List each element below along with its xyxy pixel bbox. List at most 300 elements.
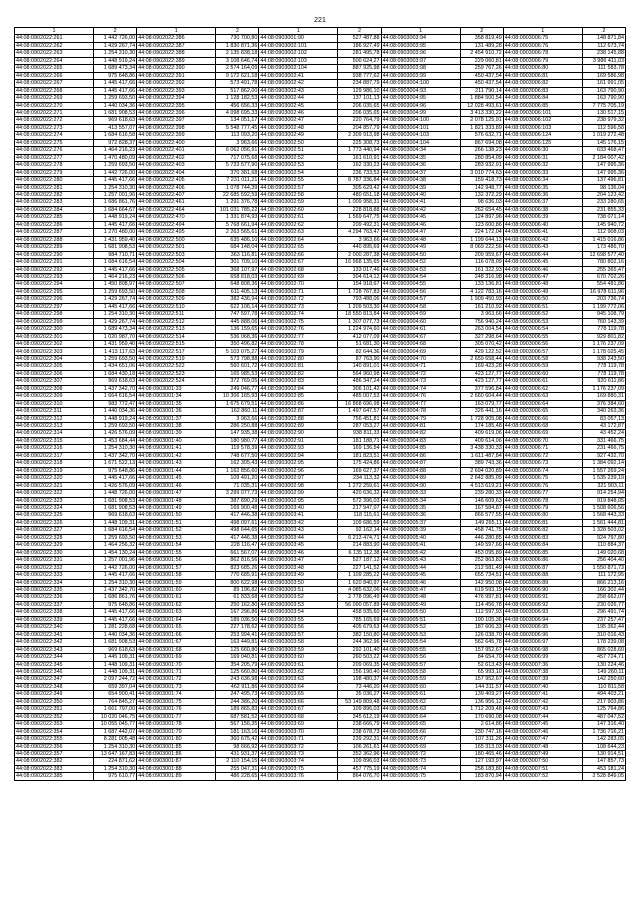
cadastral-number-cell: 44:08:0903006:83 — [503, 534, 582, 541]
cadastral-value-cell: 1 821 333,89 — [460, 124, 503, 131]
cadastral-value-cell: 180 465,46 — [460, 750, 503, 757]
cadastral-value-cell: 785 165,69 — [338, 616, 381, 623]
cadastral-value-cell: 1 454 130,24 — [94, 549, 137, 556]
cadastral-number-cell: 44:08:0903002:66 — [259, 251, 338, 258]
cadastral-value-cell: 3 108 646,74 — [216, 57, 259, 64]
cadastral-value-cell: 780 802,16 — [582, 259, 625, 266]
cadastral-number-cell: 44:08:0903004:101 — [381, 124, 460, 131]
cadastral-number-cell: 44:08:0902022:283 — [15, 199, 94, 206]
cadastral-value-cell: 1 257 001,96 — [94, 557, 137, 564]
cadastral-number-cell: 44:08:0902022:399 — [137, 132, 216, 139]
table-row — [15, 303, 626, 310]
cadastral-number-cell: 44:08:0903007:40 — [503, 683, 582, 690]
cadastral-number-cell: 44:08:0903003:50 — [259, 579, 338, 586]
table-row — [15, 445, 626, 452]
table-row — [15, 154, 626, 161]
cadastral-value-cell: 456 656,33 — [216, 102, 259, 109]
table-row — [15, 713, 626, 720]
table-row — [15, 534, 626, 541]
cadastral-number-cell: 44:08:0902022:394 — [137, 95, 216, 102]
cadastral-value-cell: 450 437,54 — [460, 80, 503, 87]
cadastral-value-cell: 864 076,70 — [338, 773, 381, 780]
cadastral-number-cell: 44:08:0903003:69 — [259, 721, 338, 728]
cadastral-value-cell: 1 254 310,30 — [94, 765, 137, 772]
cadastral-number-cell: 44:08:0903006:56 — [503, 341, 582, 348]
cadastral-number-cell: 44:08:0902022:284 — [15, 206, 94, 213]
cadastral-value-cell: 1 128 182,53 — [216, 95, 259, 102]
table-row — [15, 80, 626, 87]
cadastral-value-cell: 305 629,42 — [338, 184, 381, 191]
cadastral-value-cell: 800 622,98 — [216, 579, 259, 586]
cadastral-value-cell: 236 733,53 — [338, 169, 381, 176]
cadastral-value-cell: 258 662,07 — [582, 594, 625, 601]
cadastral-value-cell: 1 464 256,32 — [94, 542, 137, 549]
cadastral-number-cell: 44:08:0903003:96 — [381, 50, 460, 57]
cadastral-value-cell: 157 952,67 — [460, 676, 503, 683]
cadastral-value-cell: 161 991,05 — [582, 80, 625, 87]
cadastral-number-cell: 44:08:0903003:73 — [259, 750, 338, 757]
table-row — [15, 363, 626, 370]
table-row — [15, 415, 626, 422]
table-row — [15, 728, 626, 735]
cadastral-value-cell: 174 185,48 — [460, 423, 503, 430]
cadastral-number-cell: 44:08:0903001:79 — [137, 728, 216, 735]
cadastral-number-cell: 44:08:0903001:53 — [137, 534, 216, 541]
cadastral-number-cell: 44:08:0902022:274 — [15, 132, 94, 139]
cadastral-value-cell: 130 517,15 — [582, 109, 625, 116]
cadastral-value-cell: 1 331 874,93 — [216, 214, 259, 221]
cadastral-number-cell: 44:08:0903006:83 — [503, 87, 582, 94]
cadastral-number-cell: 44:08:0903006:43 — [503, 244, 582, 251]
cadastral-number-cell: 44:08:0903001:66 — [137, 631, 216, 638]
cadastral-value-cell: 217 947,07 — [338, 505, 381, 512]
cadastral-value-cell: 109 896,03 — [338, 758, 381, 765]
cadastral-value-cell: 1 291 376,78 — [216, 199, 259, 206]
cadastral-number-cell: 44:08:0903002:70 — [259, 281, 338, 288]
cadastral-number-cell: 44:08:0902022:391 — [137, 72, 216, 79]
table-row — [15, 273, 626, 280]
cadastral-number-cell: 44:08:0903002:99 — [259, 490, 338, 497]
cadastral-value-cell: 89 196,82 — [216, 586, 259, 593]
cadastral-number-cell: 44:08:0903006:49 — [503, 288, 582, 295]
cadastral-number-cell: 44:08:0902022:306 — [15, 370, 94, 377]
table-row — [15, 348, 626, 355]
cadastral-number-cell: 44:08:0903006:85 — [503, 102, 582, 109]
cadastral-number-cell: 44:08:0903006:94 — [503, 616, 582, 623]
cadastral-number-cell: 44:08:0903007:39 — [503, 676, 582, 683]
cadastral-value-cell: 3 438 330,33 — [460, 445, 503, 452]
cadastral-number-cell: 44:08:0903006:65 — [503, 408, 582, 415]
cadastral-value-cell: 717 075,68 — [216, 154, 259, 161]
cadastral-number-cell: 44:08:0903003:68 — [259, 713, 338, 720]
cadastral-value-cell: 255 047,31 — [216, 765, 259, 772]
cadastral-value-cell: 969 618,63 — [94, 378, 137, 385]
cadastral-number-cell: 44:08:0902022:470 — [137, 214, 216, 221]
table-row — [15, 437, 626, 444]
table-row — [15, 199, 626, 206]
cadastral-number-cell: 44:08:0903004:50 — [381, 251, 460, 258]
cadastral-value-cell: 169 900,48 — [216, 505, 259, 512]
cadastral-number-cell: 44:08:0903004:96 — [381, 102, 460, 109]
cadastral-value-cell: 372 769,05 — [216, 378, 259, 385]
cadastral-value-cell: 1 664 616,54 — [94, 393, 137, 400]
cadastral-value-cell: 975 648,86 — [94, 601, 137, 608]
table-row — [15, 572, 626, 579]
cadastral-value-cell: 281 495,78 — [338, 50, 381, 57]
cadastral-value-cell: 1 199 772,06 — [582, 303, 625, 310]
cadastral-value-cell: 485 007,53 — [338, 393, 381, 400]
cadastral-value-cell: 1 437 342,70 — [94, 586, 137, 593]
cadastral-number-cell: 44:08:0903002:44 — [259, 95, 338, 102]
cadastral-number-cell: 44:08:0903005:60 — [381, 683, 460, 690]
cadastral-number-cell: 44:08:0902022:386 — [137, 35, 216, 42]
cadastral-value-cell: 198 480,37 — [338, 676, 381, 683]
table-row — [15, 408, 626, 415]
table-row — [15, 341, 626, 348]
cadastral-number-cell: 44:08:0902022:339 — [15, 616, 94, 623]
cadastral-value-cell: 1 426 576,09 — [94, 430, 137, 437]
cadastral-number-cell: 44:08:0903001:74 — [137, 691, 216, 698]
cadastral-value-cell: 98 136,04 — [582, 184, 625, 191]
table-row — [15, 50, 626, 57]
cadastral-value-cell: 1 413 117,63 — [94, 348, 137, 355]
cadastral-value-cell: 778 119,78 — [582, 370, 625, 377]
cadastral-value-cell: 4 122 783,16 — [460, 288, 503, 295]
cadastral-number-cell: 44:08:0903004:99 — [381, 109, 460, 116]
cadastral-number-cell: 44:08:0902022:461 — [137, 199, 216, 206]
cadastral-value-cell: 4 513 619,21 — [460, 482, 503, 489]
cadastral-value-cell: 446 280,85 — [460, 534, 503, 541]
page-number: 221 — [314, 17, 326, 24]
cadastral-number-cell: 44:08:0903004:54 — [381, 273, 460, 280]
table-row — [15, 750, 626, 757]
cadastral-value-cell: 413 557,07 — [94, 124, 137, 131]
cadastral-number-cell: 44:08:0903001:55 — [137, 549, 216, 556]
cadastral-number-cell: 44:08:0903001:86 — [137, 750, 216, 757]
cadastral-value-cell: 619 593,19 — [460, 586, 503, 593]
cadastral-value-cell: 203 736,74 — [582, 296, 625, 303]
cadastral-number-cell: 44:08:0903001:42 — [137, 452, 216, 459]
cadastral-number-cell: 44:08:0903005:58 — [381, 668, 460, 675]
cadastral-value-cell: 573 798,88 — [216, 355, 259, 362]
cadastral-number-cell: 44:08:0902022:353 — [15, 721, 94, 728]
cadastral-number-cell: 44:08:0903006:62 — [503, 385, 582, 392]
cadastral-value-cell: 938 811,33 — [338, 430, 381, 437]
cadastral-value-cell: 1 684 664,67 — [94, 206, 137, 213]
cadastral-number-cell: 44:08:0903002:49 — [259, 132, 338, 139]
cadastral-number-cell: 44:08:0902022:319 — [15, 467, 94, 474]
cadastral-value-cell: 2 454 910,72 — [460, 50, 503, 57]
table-row — [15, 281, 626, 288]
cadastral-value-cell: 1 445 417,66 — [94, 266, 137, 273]
cadastral-number-cell: 44:08:0902022:354 — [15, 728, 94, 735]
cadastral-value-cell: 1 448 919,24 — [94, 214, 137, 221]
cadastral-value-cell: 321 903,11 — [582, 482, 625, 489]
cadastral-number-cell: 44:08:0903006:39 — [503, 214, 582, 221]
cadastral-value-cell: 1 209 503,30 — [338, 303, 381, 310]
cadastral-value-cell: 2 110 154,15 — [216, 758, 259, 765]
cadastral-number-cell: 44:08:0902022:348 — [15, 683, 94, 690]
cadastral-value-cell: 358 819,49 — [460, 35, 503, 42]
cadastral-number-cell: 44:08:0903005:34 — [381, 497, 460, 504]
cadastral-number-cell: 44:08:0903006:69 — [503, 430, 582, 437]
cadastral-value-cell: 22 685 592,59 — [216, 191, 259, 198]
cadastral-value-cell: 147 935,38 — [216, 430, 259, 437]
cadastral-number-cell: 44:08:0903004:86 — [381, 452, 460, 459]
cadastral-number-cell: 44:08:0903004:57 — [381, 296, 460, 303]
cadastral-number-cell: 44:08:0903004:59 — [381, 311, 460, 318]
cadastral-number-cell: 44:08:0903007:36 — [503, 661, 582, 668]
cadastral-number-cell: 44:08:0903001:64 — [137, 616, 216, 623]
cadastral-number-cell: 44:08:0902022:271 — [15, 109, 94, 116]
cadastral-number-cell: 44:08:0903004:79 — [381, 415, 460, 422]
cadastral-number-cell: 44:08:0902022:297 — [15, 303, 94, 310]
cadastral-value-cell: 480 651,18 — [338, 191, 381, 198]
cadastral-number-cell: 44:08:0903004:100 — [381, 80, 460, 87]
cadastral-value-cell: 1 259 693,50 — [94, 95, 137, 102]
cadastral-number-cell: 44:08:0903005:50 — [381, 609, 460, 616]
cadastral-number-cell: 44:08:0903004:53 — [381, 266, 460, 273]
cadastral-number-cell: 44:08:0903002:41 — [259, 72, 338, 79]
cadastral-number-cell: 44:08:0903001:39 — [137, 430, 216, 437]
cadastral-number-cell: 44:08:0903005:66 — [381, 728, 460, 735]
cadastral-number-cell: 44:08:0903005:65 — [381, 721, 460, 728]
table-row — [15, 72, 626, 79]
cadastral-number-cell: 44:08:0903001:72 — [137, 676, 216, 683]
cadastral-value-cell: 389 743,36 — [460, 460, 503, 467]
cadastral-number-cell: 44:08:0903006:103 — [503, 124, 582, 131]
cadastral-number-cell: 44:08:0903004:104 — [381, 139, 460, 146]
cadastral-number-cell: 44:08:0903001:63 — [137, 609, 216, 616]
cadastral-number-cell: 44:08:0903004:95 — [381, 95, 460, 102]
cadastral-number-cell: 44:08:0903002:81 — [259, 363, 338, 370]
cadastral-value-cell: 16 868 696,98 — [338, 400, 381, 407]
cadastral-value-cell: 2 000 287,38 — [338, 251, 381, 258]
cadastral-number-cell: 44:08:0903004:35 — [381, 154, 460, 161]
cadastral-number-cell: 44:08:0903002:82 — [259, 370, 338, 377]
cadastral-value-cell: 983 772,47 — [94, 400, 137, 407]
cadastral-value-cell: 52 613,43 — [460, 661, 503, 668]
cadastral-value-cell: 687 581,52 — [216, 713, 259, 720]
table-row — [15, 35, 626, 42]
cadastral-value-cell: 238 678,73 — [338, 728, 381, 735]
cadastral-number-cell: 44:08:0903002:77 — [259, 333, 338, 340]
cadastral-number-cell: 44:08:0902022:267 — [15, 80, 94, 87]
cadastral-value-cell: 498 097,61 — [216, 519, 259, 526]
cadastral-number-cell: 44:08:0903003:63 — [259, 676, 338, 683]
cadastral-number-cell: 44:08:0903004:85 — [381, 445, 460, 452]
cadastral-value-cell: 6 213 474,71 — [338, 534, 381, 541]
cadastral-number-cell: 44:08:0903004:41 — [381, 199, 460, 206]
table-row — [15, 95, 626, 102]
cadastral-number-cell: 44:08:0903003:94 — [381, 35, 460, 42]
cadastral-value-cell: 51 681,30 — [338, 341, 381, 348]
cadastral-value-cell: 149 020,68 — [582, 549, 625, 556]
cadastral-value-cell: 212 581,49 — [460, 564, 503, 571]
cadastral-value-cell: 304 614,12 — [338, 273, 381, 280]
cadastral-value-cell: 1 736 716,21 — [582, 728, 625, 735]
cadastral-value-cell: 227 141,52 — [338, 564, 381, 571]
cadastral-value-cell: 1 684 430,18 — [94, 370, 137, 377]
cadastral-value-cell: 310 016,43 — [582, 631, 625, 638]
cadastral-number-cell: 44:08:0903006:46 — [503, 266, 582, 273]
cadastral-value-cell: 227 178,62 — [216, 624, 259, 631]
cadastral-number-cell: 44:08:0903003:65 — [259, 691, 338, 698]
cadastral-number-cell: 44:08:0902022:329 — [15, 542, 94, 549]
cadastral-value-cell: 658 818,03 — [216, 273, 259, 280]
cadastral-value-cell: 204 123,42 — [582, 191, 625, 198]
cadastral-number-cell: 44:08:0902022:303 — [15, 348, 94, 355]
cadastral-value-cell: 747 597,78 — [216, 311, 259, 318]
cadastral-value-cell: 43 452,24 — [582, 430, 625, 437]
cadastral-value-cell: 130 914,51 — [582, 750, 625, 757]
cadastral-number-cell: 44:08:0903006:89 — [503, 579, 582, 586]
cadastral-value-cell: 1 830 871,36 — [216, 42, 259, 49]
cadastral-number-cell: 44:08:0903006:32 — [503, 162, 582, 169]
cadastral-value-cell: 56 090 057,89 — [338, 601, 381, 608]
table-row — [15, 676, 626, 683]
cadastral-number-cell: 44:08:0902022:261 — [15, 35, 94, 42]
cadastral-value-cell: 1 259 693,50 — [94, 534, 137, 541]
cadastral-value-cell: 635 486,10 — [216, 236, 259, 243]
cadastral-value-cell: 134 051,17 — [216, 117, 259, 124]
cadastral-value-cell: 228 818,88 — [338, 206, 381, 213]
cadastral-value-cell: 43 172,87 — [582, 423, 625, 430]
cadastral-value-cell: 238 145,88 — [582, 50, 625, 57]
cadastral-value-cell: 305 070,42 — [460, 341, 503, 348]
cadastral-value-cell: 169 136,54 — [338, 445, 381, 452]
cadastral-number-cell: 44:08:0903004:40 — [381, 191, 460, 198]
cadastral-value-cell: 169 423,28 — [460, 363, 503, 370]
cadastral-value-cell: 1 442 726,00 — [94, 564, 137, 571]
cadastral-value-cell: 238 666,79 — [338, 721, 381, 728]
cadastral-number-cell: 44:08:0903002:48 — [259, 124, 338, 131]
cadastral-value-cell: 4 085 632,06 — [338, 586, 381, 593]
cadastral-number-cell: 44:08:0903005:59 — [381, 676, 460, 683]
cadastral-number-cell: 44:08:0903002:87 — [259, 408, 338, 415]
cadastral-number-cell: 44:08:0902022:507 — [137, 281, 216, 288]
cadastral-value-cell: 498 644,65 — [216, 527, 259, 534]
cadastral-number-cell: 44:08:0903004:52 — [381, 259, 460, 266]
table-row — [15, 631, 626, 638]
cadastral-value-cell: 458 935,60 — [338, 609, 381, 616]
cadastral-value-cell: 217 903,86 — [582, 698, 625, 705]
cadastral-number-cell: 44:08:0903003:64 — [259, 683, 338, 690]
cadastral-value-cell: 340 263,36 — [582, 408, 625, 415]
cadastral-value-cell: 1 445 417,66 — [94, 616, 137, 623]
cadastral-value-cell: 114 456,78 — [460, 601, 503, 608]
cadastral-value-cell: 10 020 046,75 — [94, 713, 137, 720]
cadastral-number-cell: 44:08:0902022:346 — [15, 668, 94, 675]
cadastral-value-cell: 147 995,36 — [582, 162, 625, 169]
cadastral-value-cell: 360 675,42 — [216, 736, 259, 743]
cadastral-number-cell: 44:08:0903006:79 — [503, 505, 582, 512]
cadastral-value-cell: 1 448 919,24 — [94, 415, 137, 422]
table-row — [15, 743, 626, 750]
cadastral-value-cell: 1 689 473,34 — [94, 65, 137, 72]
cadastral-number-cell: 44:08:0903001:35 — [137, 400, 216, 407]
cadastral-number-cell: 44:08:0903002:80 — [259, 355, 338, 362]
cadastral-number-cell: 44:08:0903002:74 — [259, 311, 338, 318]
cadastral-value-cell: 4 294 763,47 — [338, 229, 381, 236]
table-row — [15, 430, 626, 437]
cadastral-value-cell: 462 911,86 — [216, 683, 259, 690]
cadastral-value-cell: 326 441,16 — [460, 408, 503, 415]
cadastral-number-cell: 44:08:0903006:72 — [503, 452, 582, 459]
cadastral-number-cell: 44:08:0903001:36 — [137, 408, 216, 415]
cadastral-value-cell: 173 486,70 — [582, 244, 625, 251]
cadastral-value-cell: 1 620 840,97 — [338, 579, 381, 586]
table-row — [15, 765, 626, 772]
cadastral-number-cell: 44:08:0903007:44 — [503, 713, 582, 720]
cadastral-number-cell: 44:08:0903004:49 — [381, 244, 460, 251]
cadastral-number-cell: 44:08:0903003:51 — [259, 586, 338, 593]
cadastral-value-cell: 10 055 045,77 — [94, 721, 137, 728]
cadastral-number-cell: 44:08:0902022:344 — [15, 654, 94, 661]
cadastral-number-cell: 44:08:0903001:40 — [137, 437, 216, 444]
cadastral-number-cell: 44:08:0902022:334 — [15, 579, 94, 586]
cadastral-number-cell: 44:08:0903006:82 — [503, 527, 582, 534]
cadastral-value-cell: 778 119,78 — [582, 326, 625, 333]
cadastral-value-cell: 73 446,20 — [338, 683, 381, 690]
cadastral-number-cell: 44:08:0903006:101 — [503, 109, 582, 116]
cadastral-number-cell: 44:08:0902022:292 — [15, 266, 94, 273]
cadastral-number-cell: 44:08:0902022:280 — [15, 177, 94, 184]
cadastral-number-cell: 44:08:0903002:46 — [259, 109, 338, 116]
cadastral-value-cell: 239 292,31 — [338, 736, 381, 743]
cadastral-number-cell: 44:08:0903004:76 — [381, 393, 460, 400]
cadastral-number-cell: 44:08:0903007:43 — [503, 706, 582, 713]
cadastral-number-cell: 44:08:0903006:41 — [503, 229, 582, 236]
cadastral-number-cell: 44:08:0902022:505 — [137, 266, 216, 273]
cadastral-number-cell: 44:08:0903006:90 — [503, 586, 582, 593]
table-row — [15, 191, 626, 198]
cadastral-value-cell: 145 176,15 — [582, 139, 625, 146]
table-row — [15, 65, 626, 72]
cadastral-value-cell: 1 429 267,74 — [94, 42, 137, 49]
cadastral-value-table-container — [14, 27, 626, 893]
cadastral-number-cell: 44:08:0903004:55 — [381, 281, 460, 288]
cadastral-number-cell: 44:08:0902022:404 — [137, 169, 216, 176]
cadastral-value-cell: 6 062 056,91 — [216, 147, 259, 154]
cadastral-value-cell: 162 305,43 — [216, 460, 259, 467]
cadastral-number-cell: 44:08:0903006:75 — [503, 35, 582, 42]
cadastral-number-cell: 44:08:0903001:73 — [137, 683, 216, 690]
cadastral-number-cell: 44:08:0902022:342 — [15, 639, 94, 646]
cadastral-value-cell: 113 093,20 — [216, 132, 259, 139]
cadastral-number-cell: 44:08:0903006:76 — [503, 42, 582, 49]
cadastral-value-cell: 169 040,81 — [216, 654, 259, 661]
cadastral-number-cell: 44:08:0903002:73 — [259, 303, 338, 310]
cadastral-value-cell: 296 491,74 — [582, 609, 625, 616]
cadastral-number-cell: 44:08:0902022:508 — [137, 288, 216, 295]
cadastral-value-cell: 778 119,78 — [582, 363, 625, 370]
cadastral-value-cell: 71 035,31 — [216, 482, 259, 489]
cadastral-value-cell: 1 178 025,45 — [582, 348, 625, 355]
cadastral-value-cell: 887 925,98 — [338, 65, 381, 72]
cadastral-number-cell: 44:08:0903005:33 — [381, 490, 460, 497]
cadastral-value-cell: 748 677,50 — [216, 452, 259, 459]
table-row — [15, 214, 626, 221]
table-row — [15, 326, 626, 333]
cadastral-value-cell: 1 681 908,53 — [94, 244, 137, 251]
cadastral-value-cell: 2 642 885,09 — [460, 475, 503, 482]
cadastral-value-cell: 562 645,78 — [460, 639, 503, 646]
cadastral-number-cell: 44:08:0902022:265 — [15, 65, 94, 72]
cadastral-number-cell: 44:08:0903001:75 — [137, 698, 216, 705]
cadastral-value-cell: 209 492,31 — [338, 221, 381, 228]
table-row — [15, 639, 626, 646]
